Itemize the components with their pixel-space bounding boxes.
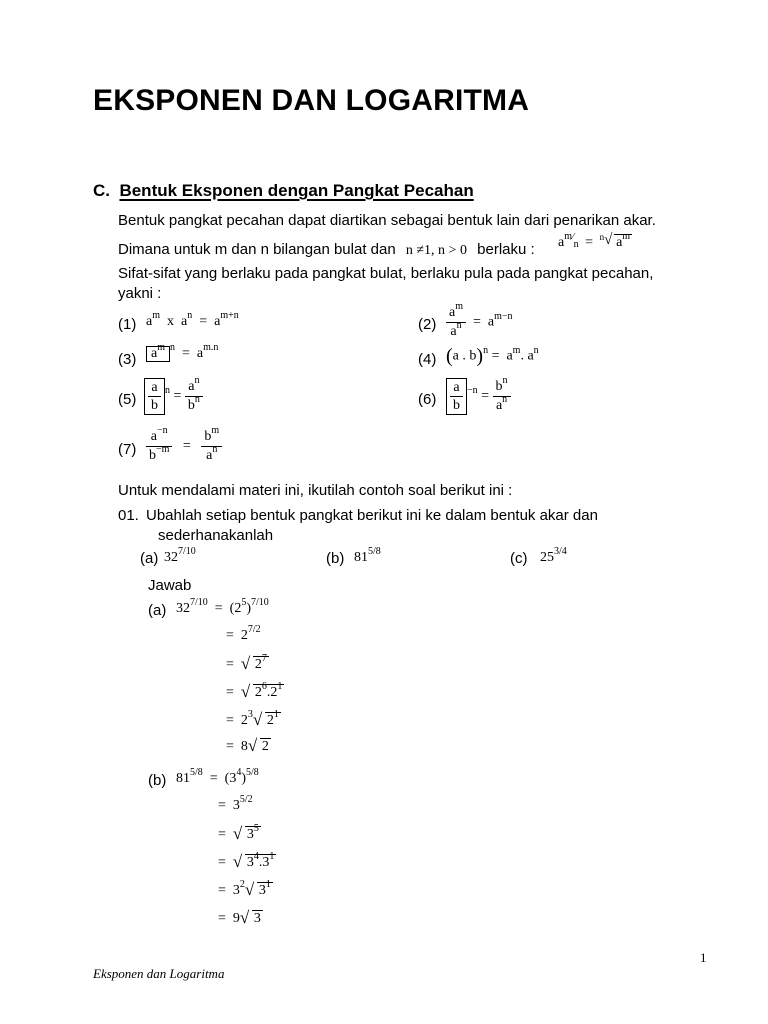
- answer-a-step-6: = 8 √ 2: [226, 736, 269, 755]
- property-4-formula: (a . $b)^n = a^m$. $a^n$: [446, 344, 539, 367]
- answer-a-step-4: = √ $2^6.2^1$: [226, 681, 283, 701]
- problem-c-label: (c): [510, 550, 528, 567]
- problem-b-exponent: 5/8: [368, 546, 381, 557]
- problem-c-exponent: 3/4: [554, 546, 567, 557]
- answer-b-step-4: = √ $3^4.3^1$: [218, 851, 275, 871]
- page-footer: Eksponen dan Logaritma: [93, 966, 225, 981]
- answer-b-step-5: = $3^2$ √ $3^1$: [218, 879, 271, 899]
- property-1-formula: $a^m$ x $a^n = a^{m+n}$: [146, 310, 239, 329]
- answer-b-label: (b): [148, 772, 167, 789]
- answer-a-step-3: = √ $2^7$: [226, 653, 267, 673]
- property-6-formula: $\frac{a}{b}$ $^{-n}$ = $\frac{b^n}{a^n}$: [446, 378, 511, 415]
- problem-text-2: sederhanakanlah: [158, 527, 274, 544]
- problem-number: 01.: [118, 507, 139, 524]
- property-2-formula: $\frac{a^m}{a^n}$ = $a^{m-n}$: [446, 304, 513, 341]
- answer-b-step-6: = 9 √ 3: [218, 908, 261, 927]
- answer-b-step-1: $81^{5/8} = (3^4)^{5/8}$: [176, 767, 259, 786]
- problem-b-base: 81: [354, 550, 368, 565]
- fractional-exponent-formula: $a^{m⁄}n = ^n$ √ $a^m$: [558, 231, 631, 250]
- intro-line-2a: Dimana untuk m dan n bilangan bulat dan: [118, 241, 396, 258]
- answer-b-step-2: = $3^{5/2}$: [218, 794, 253, 813]
- intro-line-3: Sifat-sifat yang berlaku pada pangkat bulat, berlaku pula pada pangkat pecahan,: [118, 265, 654, 282]
- problem-a-exponent: 7/10: [178, 546, 196, 557]
- answer-b-step-3: = √ $3^5$: [218, 823, 259, 843]
- page-title: EKSPONEN DAN LOGARITMA: [93, 84, 530, 117]
- problem-a-label: (a): [140, 550, 159, 567]
- section-title: Bentuk Eksponen dengan Pangkat Pecahan: [119, 181, 474, 200]
- intro-line-4: yakni :: [118, 285, 162, 302]
- property-5-label: (5): [118, 391, 137, 408]
- intro-line-2b: berlaku :: [477, 241, 535, 258]
- problem-a-expr: [164, 546, 196, 566]
- property-5-formula: $\frac{a}{b}$ $^n$ = $\frac{a^n}{b^n}$: [144, 378, 203, 415]
- problem-b-expr: [354, 546, 381, 566]
- answer-a-step-1: $32^{7/10} = (2^5)^{7/10}$: [176, 597, 269, 616]
- intro-line-1: Bentuk pangkat pecahan dapat diartikan sebagai bentuk lain dari penarikan akar.: [118, 212, 656, 229]
- problem-b-label: (b): [326, 550, 345, 567]
- section-letter: C.: [93, 181, 110, 200]
- property-6-label: (6): [418, 391, 437, 408]
- problem-c-base: 25: [540, 550, 554, 565]
- answer-a-step-2: = $2^{7/2}$: [226, 624, 261, 643]
- property-4-label: (4): [418, 351, 437, 368]
- property-3-formula: $a^m$ $^n = a^{m.n}$: [146, 346, 218, 362]
- property-2-label: (2): [418, 316, 437, 333]
- section-heading: [93, 181, 474, 201]
- intro-condition: n ≠1, n > 0: [405, 243, 467, 258]
- property-7-label: (7): [118, 441, 137, 458]
- intro-line-2: [118, 241, 535, 259]
- problem-c-expr: [540, 546, 567, 566]
- problem-a-base: 32: [164, 550, 178, 565]
- property-7-formula: $\frac{a^{-n}}{b^{-m}}$ = $\frac{b^m}{a^n}$: [146, 428, 222, 465]
- answer-a-step-5: = $2^3$ √ $2^1$: [226, 709, 279, 729]
- property-3-label: (3): [118, 351, 137, 368]
- problem-text-1: Ubahlah setiap bentuk pangkat berikut ini ke dalam bentuk akar dan: [146, 507, 598, 524]
- property-1-label: (1): [118, 316, 137, 333]
- answer-a-label: (a): [148, 602, 167, 619]
- answer-label: Jawab: [148, 577, 192, 594]
- example-intro: Untuk mendalami materi ini, ikutilah contoh soal berikut ini :: [118, 482, 513, 499]
- page-number: 1: [700, 950, 707, 965]
